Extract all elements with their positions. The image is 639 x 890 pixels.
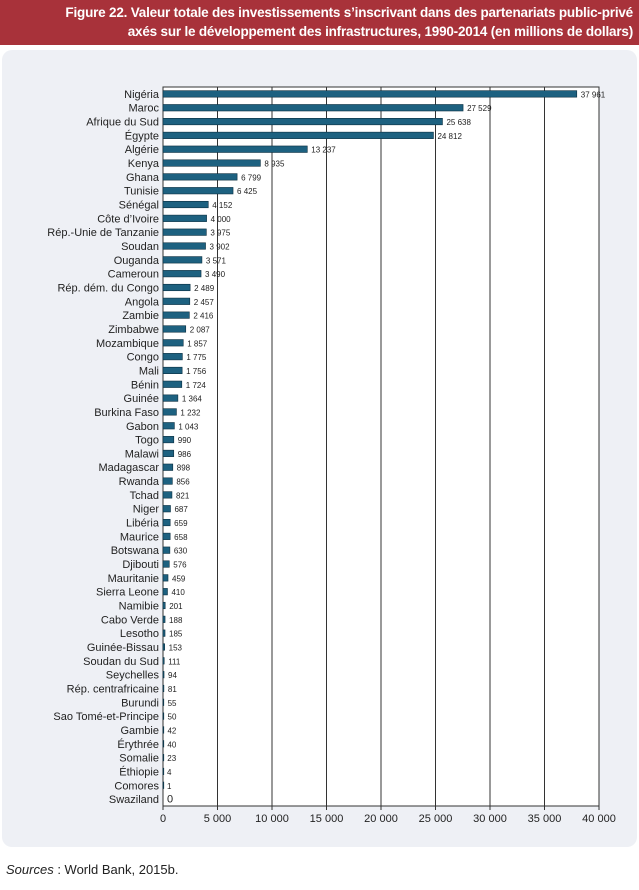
category-label: Namibie: [118, 600, 159, 613]
category-label: Burundi: [121, 697, 159, 710]
category-label: Maroc: [128, 102, 159, 115]
bar: [163, 519, 170, 526]
category-label: Niger: [132, 503, 159, 516]
bar: [163, 630, 165, 637]
category-label: Cameroun: [107, 268, 159, 281]
value-label: 6 799: [241, 173, 262, 183]
value-label: 40: [167, 740, 177, 750]
x-tick-label: 10 000: [255, 813, 289, 825]
bar: [163, 658, 164, 665]
value-label: 1 724: [185, 380, 206, 390]
category-label: Angola: [124, 296, 159, 309]
value-label: 27 529: [467, 104, 492, 114]
figure-title-line-2: axés sur le développement des infrastructures, 1990-2014 (en millions de dollars): [127, 24, 633, 39]
category-label: Madagascar: [98, 462, 159, 475]
x-tick-label: 5 000: [203, 813, 232, 825]
value-label: 25 638: [446, 118, 471, 128]
category-label: Djibouti: [122, 559, 159, 572]
value-label: 576: [173, 560, 187, 570]
bar: [163, 312, 189, 319]
value-label: 2 489: [194, 283, 215, 293]
bar: [163, 436, 174, 443]
value-label: 153: [168, 643, 183, 653]
figure-header: [0, 0, 639, 45]
bar: [163, 644, 165, 651]
bar: [163, 146, 307, 153]
value-label: 1 232: [180, 408, 201, 418]
bar: [163, 409, 176, 416]
value-label: 687: [174, 505, 188, 515]
category-label: Tunisie: [123, 185, 159, 198]
value-label: 8 935: [264, 159, 285, 169]
x-tick-label: 40 000: [582, 813, 616, 825]
value-label: 50: [167, 712, 177, 722]
value-label: 111: [168, 657, 181, 667]
value-label: 23: [167, 754, 177, 764]
category-label: Guinée-Bissau: [86, 641, 159, 654]
bar: [163, 616, 165, 623]
value-label: 2 416: [193, 311, 214, 321]
value-label: 55: [167, 698, 177, 708]
category-label: Swaziland: [108, 794, 159, 807]
value-label: 3 571: [205, 256, 226, 266]
bar: [163, 243, 206, 250]
value-label: 1 043: [178, 422, 199, 432]
value-label: 24 812: [437, 131, 462, 141]
bar: [163, 505, 170, 512]
category-label: Ouganda: [113, 254, 159, 267]
category-label: Éthiopie: [119, 766, 159, 779]
value-label: 1 364: [181, 394, 202, 404]
value-label: 990: [177, 436, 192, 446]
bar: [163, 478, 172, 485]
bar: [163, 713, 164, 720]
bar: [163, 450, 174, 457]
category-label: Côte d’Ivoire: [97, 213, 159, 226]
value-label: 1 756: [186, 366, 207, 376]
bar: [163, 671, 164, 678]
category-label: Bénin: [130, 379, 159, 392]
bar: [163, 533, 170, 540]
bar: [163, 727, 164, 734]
category-label: Afrique du Sud: [86, 116, 159, 129]
bar: [163, 298, 190, 305]
value-label: 188: [169, 615, 183, 625]
value-label: 2 087: [189, 325, 210, 335]
value-label: 3 975: [210, 228, 231, 238]
bar: [163, 104, 463, 111]
bar: [163, 588, 167, 595]
value-label: 898: [176, 463, 191, 473]
value-label: 201: [169, 602, 183, 612]
value-label: 658: [174, 532, 188, 542]
bar: [163, 547, 170, 554]
category-label: Gambie: [120, 724, 159, 737]
bar: [163, 602, 165, 609]
category-label: Ghana: [125, 171, 159, 184]
category-label: Libéria: [125, 517, 159, 530]
category-label: Zimbabwe: [108, 323, 159, 336]
value-label: 856: [176, 477, 190, 487]
value-label: 1: [167, 781, 172, 791]
value-label: 1 775: [186, 353, 207, 363]
category-label: Togo: [135, 434, 159, 447]
x-tick-label: 20 000: [364, 813, 398, 825]
category-label: Burkina Faso: [94, 406, 159, 419]
value-label: 2 457: [193, 297, 214, 307]
category-label: Kenya: [127, 158, 159, 171]
bar: [163, 768, 164, 775]
category-label: Maurice: [119, 531, 159, 544]
bar: [163, 257, 202, 264]
bar-chart: [2, 50, 637, 847]
value-label: 42: [167, 726, 177, 736]
bar: [163, 575, 168, 582]
value-label: 37 961: [580, 90, 606, 100]
x-tick-label: 25 000: [418, 813, 453, 825]
category-label: Rép. dém. du Congo: [57, 282, 159, 295]
x-tick-label: 35 000: [527, 813, 562, 825]
category-label: Guinée: [123, 393, 159, 406]
category-label: Mozambique: [96, 337, 159, 350]
category-label: Soudan du Sud: [83, 655, 159, 668]
value-label: 410: [171, 588, 185, 598]
value-label: 659: [174, 519, 188, 529]
bar: [163, 187, 233, 194]
category-label: Rwanda: [118, 476, 159, 489]
bar: [163, 326, 186, 333]
category-label: Rép.-Unie de Tanzanie: [47, 227, 159, 240]
value-label: 821: [175, 491, 190, 501]
category-label: Sénégal: [118, 199, 159, 212]
bar: [163, 492, 172, 499]
x-tick-label: 0: [159, 813, 167, 825]
bar: [163, 229, 206, 236]
category-label: Mali: [138, 365, 159, 378]
category-label: Égypte: [124, 130, 159, 143]
category-label: Tchad: [129, 489, 159, 502]
category-label: Congo: [126, 351, 159, 364]
value-label: 986: [177, 449, 192, 459]
chart-panel: [2, 50, 637, 847]
sources-label: Sources: [6, 862, 54, 877]
category-label: Algérie: [124, 144, 159, 157]
category-label: Sao Tomé-et-Principe: [53, 711, 159, 724]
category-label: Rép. centrafricaine: [66, 683, 159, 696]
value-label: 459: [172, 574, 186, 584]
category-label: Nigéria: [124, 88, 159, 101]
value-label: 3 490: [205, 270, 226, 280]
value-label: 3 902: [209, 242, 230, 252]
bar: [163, 118, 442, 125]
value-label: 630: [173, 546, 188, 556]
bar: [163, 284, 190, 291]
value-label: 6 425: [237, 187, 258, 197]
category-label: Cabo Verde: [100, 614, 159, 627]
x-tick-label: 30 000: [473, 813, 507, 825]
bar: [163, 91, 577, 98]
bar: [163, 215, 207, 222]
bar: [163, 201, 208, 208]
bar: [163, 340, 183, 347]
value-label: 1 857: [187, 339, 208, 349]
category-label: Mauritanie: [107, 572, 159, 585]
bar: [163, 464, 173, 471]
bar: [163, 270, 201, 277]
value-label: 4: [167, 767, 172, 777]
bar: [163, 353, 182, 360]
category-label: Seychelles: [105, 669, 159, 682]
value-label: 4 152: [212, 201, 233, 211]
bar: [163, 160, 260, 167]
value-label: 4 000: [210, 214, 231, 224]
category-label: Soudan: [121, 241, 159, 254]
bar: [163, 754, 164, 761]
figure-title-line-1: Figure 22. Valeur totale des investissements s’inscrivant dans des partenariats public-privé: [65, 5, 633, 20]
x-tick-label: 15 000: [309, 813, 344, 825]
bar: [163, 381, 182, 388]
value-label: 94: [168, 671, 177, 681]
bar: [163, 423, 174, 430]
category-label: Gabon: [125, 420, 159, 433]
value-label: 13 237: [311, 145, 336, 155]
category-label: Malawi: [124, 448, 159, 461]
category-label: Comores: [114, 780, 159, 793]
bar: [163, 741, 164, 748]
category-label: Lesotho: [119, 628, 159, 641]
bar: [163, 561, 169, 568]
bar: [163, 395, 178, 402]
category-label: Zambie: [122, 310, 159, 323]
bar: [163, 174, 237, 181]
sources-note: [6, 862, 178, 877]
category-label: Sierra Leone: [96, 586, 159, 599]
category-label: Botswana: [110, 545, 159, 558]
value-label: 185: [169, 629, 183, 639]
category-label: Érythrée: [117, 738, 159, 751]
bar: [163, 699, 164, 706]
value-label: 0: [167, 793, 174, 806]
category-label: Somalie: [119, 752, 159, 765]
value-label: 81: [167, 684, 177, 694]
bar: [163, 782, 164, 789]
bar: [163, 367, 182, 374]
sources-text: : World Bank, 2015b.: [53, 862, 179, 877]
bar: [163, 132, 433, 139]
bar: [163, 685, 164, 692]
